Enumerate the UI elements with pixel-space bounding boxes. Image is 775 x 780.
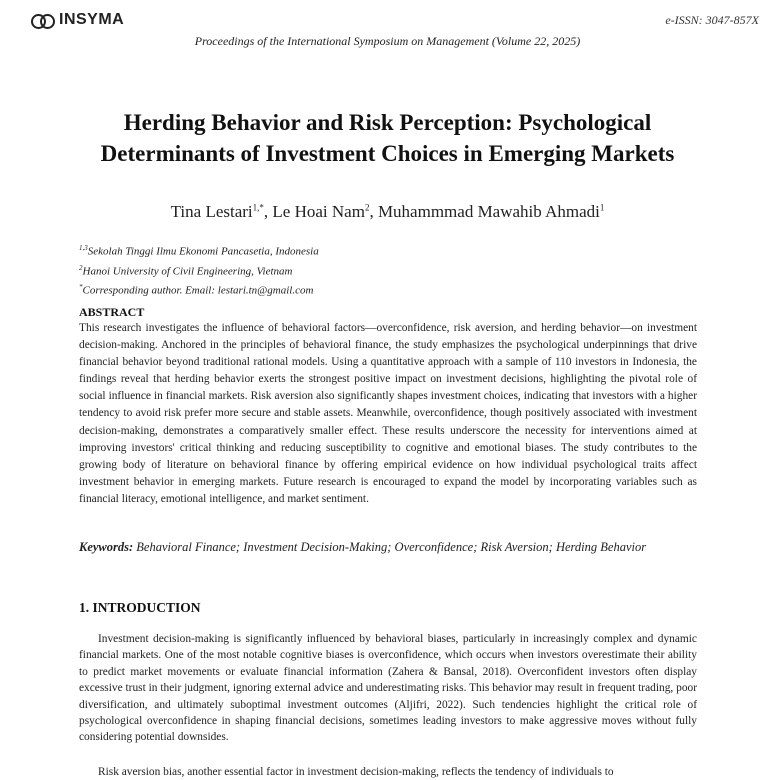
introduction-paragraph: Investment decision-making is significantly influenced by behavioral biases, particularly in increasingly complex and dynamic financial markets. One of the most notable cognitive biases is overconfidence, which occurs when investors overestimate their ability to predict market movements or evaluate financial information (Zahera & Bansal, 2018). Overconfident investors often display excessive trust in their judgment, ignoring external advice and underestimating risks. This behavior may result in frequent trading, poor diversification, and ultimately suboptimal investment outcomes (Aljifri, 2022). Such tendencies highlight the critical role of psychological overconfidence in shaping financial decisions, sometimes leading investors to make aggressive moves without fully considering potential downsides. — [79, 633, 697, 744]
affiliation-sup: * — [79, 283, 83, 292]
affiliation-sup: 1,3 — [79, 244, 88, 252]
insyma-logo — [31, 11, 124, 29]
keywords-label: Keywords: — [79, 540, 134, 554]
affiliation-text: Sekolah Tinggi Ilmu Ekonomi Pancasetia, Indonesia — [87, 245, 319, 258]
author-sup: 2 — [364, 202, 370, 213]
keywords — [79, 539, 697, 555]
affiliation-text: Hanoi University of Civil Engineering, Vietnam — [82, 265, 293, 278]
author-sup: 1 — [599, 202, 605, 213]
paper-title: Herding Behavior and Risk Perception: Psychological Determinants of Investment Choices in Emerging Markets — [100, 110, 675, 166]
page-header — [0, 0, 775, 56]
section-heading-introduction: 1. INTRODUCTION — [79, 600, 201, 615]
logo-rings-icon — [31, 11, 57, 29]
affiliation-line — [79, 260, 319, 280]
author-sup: 1,* — [252, 202, 264, 213]
affiliations — [79, 240, 319, 299]
affiliation-line — [79, 279, 319, 299]
author-list: Tina Lestari$^{1,*}$, Le Hoai Nam$^2$, Muhammmad Mawahib Ahmadi$^1$ — [170, 202, 605, 221]
logo-text: INSYMA — [59, 11, 125, 28]
issn-label: e-ISSN: 3047-857X — [665, 13, 759, 27]
affiliation-sup: 2 — [79, 263, 83, 272]
author-name: Tina Lestari — [170, 202, 253, 221]
author-name: Muhammmad Mawahib Ahmadi — [377, 202, 600, 221]
affiliation-line — [79, 240, 319, 260]
abstract-text: This research investigates the influence of behavioral factors—overconfidence, risk aversion, and herding behavior—on investment decision-making. Anchored in the principles of behavioral finance, the study emphasizes the psychological underpinnings that drive financial behavior beyond traditional rational models. Using a quantitative approach with a sample of 110 investors in Indonesia, the findings reveal that herding behavior exerts the strongest positive impact on investment decisions, highlighting the pivotal role of social influence in financial markets. Risk aversion also significantly shapes investment choices, indicating that investors with a higher tendency to avoid risk prefer more secure and stable assets. Meanwhile, overconfidence, though positively associated with investment decision-making, demonstrates a comparatively smaller effect. These results underscore the necessity for interventions aimed at improving investors' critical thinking and reducing susceptibility to cognitive and emotional biases. The study contributes to the growing body of literature on behavioral finance by offering empirical evidence on how individual psychological traits affect investment behavior in emerging markets. Future research is encouraged to expand the model by incorporating variables such as financial literacy, emotional intelligence, and market sentiment. — [79, 322, 697, 505]
keywords-list: Behavioral Finance; Investment Decision-Making; Overconfidence; Risk Aversion; Herding Behavior — [136, 540, 647, 554]
proceedings-line: Proceedings of the International Symposium on Management (Volume 22, 2025) — [194, 34, 581, 48]
abstract-heading: ABSTRACT — [79, 305, 145, 319]
affiliation-text: Corresponding author. Email: lestari.tn@gmail.com — [82, 284, 314, 297]
author-name: Le Hoai Nam — [272, 202, 365, 221]
introduction-paragraph: Risk aversion bias, another essential factor in investment decision-making, reflects the tendency of individuals to — [98, 766, 614, 778]
